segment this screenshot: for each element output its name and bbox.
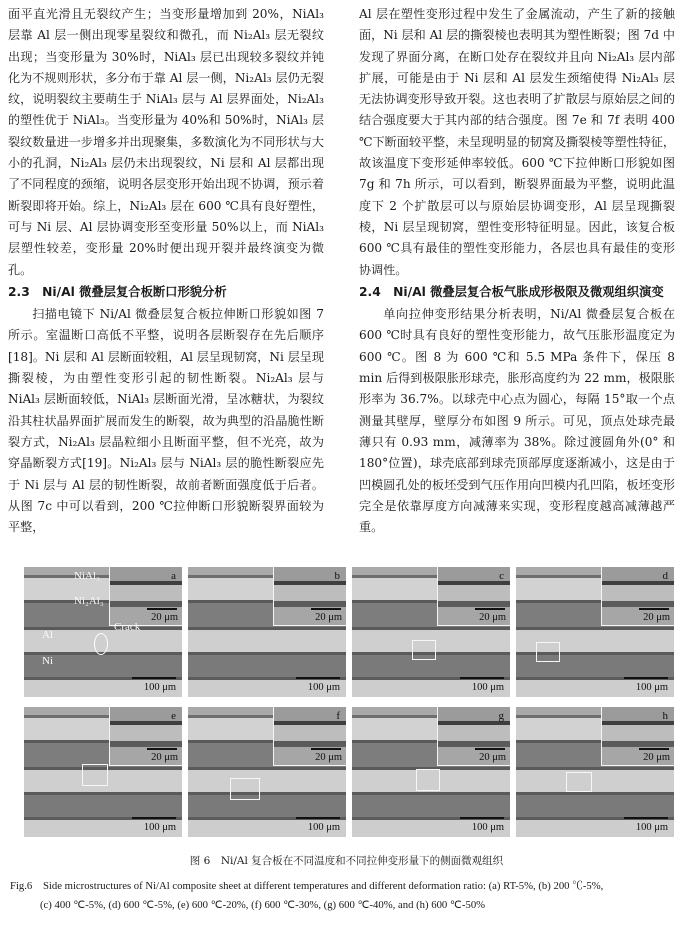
panel-letter: e (171, 710, 176, 722)
magnified-region-box (82, 764, 108, 786)
left-column (8, 4, 324, 538)
inset-scale-label: 20 μm (643, 752, 670, 763)
main-scale-bar (460, 677, 504, 679)
body-paragraph: 扫描电镜下 Ni/Al 微叠层复合板拉伸断口形貌如图 7 所示。室温断口高低不平整，说明各层断裂存在先后顺序[18]。Ni 层和 Al 层断面较粗，Al 层呈现韧窝，Ni 层呈现撕裂棱，为由塑性变形引起的韧性断裂。Ni₂Al₃ 层与 NiAl₃ 层断面较低，NiAl₃ 层断面光滑，呈冰糖状，为裂纹沿其柱状晶界面扩展而发生的断裂，故为典型的沿晶脆性断裂方式，Ni₂Al₃ 层晶粒细小且断面平整，但不光亮，故为穿晶断裂方式[19]。Ni₂Al₃ 层与 NiAl₃ 层的脆性断裂应先于 Ni 层与 Al 层的韧性断裂，故前者断面强度低于后者。从图 7c 中可以看到，200 ℃拉伸断口形貌断裂界面较为平整， (8, 307, 324, 535)
body-paragraph: 面平直光滑且无裂纹产生；当变形量增加到 20%，NiAl₃ 层靠 Al 层一侧出现零星裂纹和微孔，而 Ni₂Al₃ 层无裂纹出现；当变形量为 30%时，NiAl₃ 层已出现较多裂纹并钝化为不规则形状，多分布于靠 Al 层一侧，Ni₂Al₃ 层仍无裂纹，说明裂纹主要萌生于 NiAl₃ 层与 Al 层界面处，Ni₂Al₃ 的塑性优于 NiAl₃。当变形量为 40%和 50%时，NiAl₃ 层裂纹数量进一步增多并出现聚集，多数演化为不同形状与大小的孔洞，Ni₂Al₃ 层仍未出现裂纹，Ni 层和 Al 层都出现了不同程度的颈缩，说明各层变形开始出现不协调，预示着断裂即将开始。综上，Ni₂Al₃ 层在 600 ℃具有良好塑性，可与 Ni 层、Al 层协调变形至变形量 50%以上，而 NiAl₃ 层塑性较差，变形量 20%时便出现开裂并最终演变为微孔。 (8, 7, 324, 277)
layer-stripe (188, 795, 346, 817)
micrograph-panel-a (24, 567, 182, 697)
main-scale-label: 100 μm (471, 682, 504, 693)
inset-layer-stripe (602, 585, 674, 601)
figure-caption-en (10, 877, 680, 915)
micrograph-panel-c (352, 567, 510, 697)
inset-scale-label: 20 μm (643, 612, 670, 623)
magnified-region-box (412, 640, 436, 660)
body-paragraph: Al 层在塑性变形过程中发生了金属流动，产生了新的接触面，Ni 层和 Al 层的撕裂棱也表明其为塑性断裂；图 7d 中发现了界面分离，在断口处存在裂纹并且向 Ni₂Al₃ 层内部扩展，可能是由于 Ni 层和 Al 层发生颈缩使得 Ni₂Al₃ 层无法协调变形导致开裂。这也表明了扩散层与原始层之间的结合强度要大于其内部的结合强度。图 7e 和 7f 表明 400 ℃下断面较平整，未呈现明显的韧窝及撕裂棱等塑性特征，故该温度下变形延伸率较低。600 ℃下拉伸断口形貌如图 7g 和 7h 所示，可以看到，断裂界面最为平整，说明此温度下 2 个扩散层可以与原始层协调变形，Al 层呈现撕裂棱，Ni 层呈现韧窝，塑性变形特征明显。因此，该复合板 600 ℃具有最佳的塑性变形能力，各层也具有最佳的变形协调性。 (359, 7, 675, 277)
inset-scale-label: 20 μm (315, 752, 342, 763)
micrograph-panel-e (24, 707, 182, 837)
inset-scale-bar (311, 748, 341, 750)
panel-letter: c (499, 570, 504, 582)
micrograph-panel-f (188, 707, 346, 837)
inset-magnified-view (437, 707, 510, 766)
inset-scale-bar (311, 608, 341, 610)
inset-scale-bar (475, 748, 505, 750)
layer-stripe (24, 795, 182, 817)
main-scale-bar (624, 817, 668, 819)
main-scale-bar (296, 677, 340, 679)
inset-layer-stripe (602, 725, 674, 741)
inset-layer-stripe (274, 585, 346, 601)
inset-scale-label: 20 μm (479, 612, 506, 623)
inset-layer-stripe (110, 585, 182, 601)
inset-scale-bar (639, 748, 669, 750)
inset-layer-stripe (438, 585, 510, 601)
main-scale-label: 100 μm (635, 822, 668, 833)
layer-stripe (352, 795, 510, 817)
caption-en-line-2: (c) 400 ℃-5%, (d) 600 ℃-5%, (e) 600 ℃-20%, (f) 600 ℃-30%, (g) 600 ℃-40%, and (h) 600 ℃-50% (40, 899, 486, 911)
inset-magnified-view (109, 567, 182, 626)
label-nial3: NiAl₃ (74, 570, 100, 582)
main-scale-label: 100 μm (307, 822, 340, 833)
main-scale-bar (132, 677, 176, 679)
inset-magnified-view (273, 707, 346, 766)
inset-scale-bar (639, 608, 669, 610)
inset-layer-stripe (438, 725, 510, 741)
panel-letter: b (334, 570, 340, 582)
section-heading-2-3: 2.3 Ni/Al 微叠层复合板断口形貌分析 (8, 284, 227, 299)
inset-scale-label: 20 μm (315, 612, 342, 623)
magnified-region-box (536, 642, 560, 662)
inset-scale-bar (475, 608, 505, 610)
label-crack: Crack (114, 621, 141, 633)
section-heading-2-4: 2.4 Ni/Al 微叠层复合板气胀成形极限及微观组织演变 (359, 284, 664, 299)
caption-en-line-1: Fig.6 Side microstructures of Ni/Al composite sheet at different temperatures and different deformation ratio: (a) RT-5%, (b) 200 ℃-5%, (10, 880, 604, 892)
label-ni2al3: Ni₂Al₃ (74, 595, 104, 607)
inset-scale-label: 20 μm (151, 752, 178, 763)
layer-stripe (188, 770, 346, 792)
inset-scale-label: 20 μm (479, 752, 506, 763)
inset-magnified-view (601, 707, 674, 766)
micrograph-panel-h (516, 707, 674, 837)
inset-layer-stripe (274, 725, 346, 741)
main-scale-bar (460, 817, 504, 819)
figure-6-micrographs (22, 565, 671, 836)
main-scale-label: 100 μm (635, 682, 668, 693)
inset-layer-stripe (274, 707, 346, 721)
micrograph-panel-g (352, 707, 510, 837)
figure-caption-cn: 图 6 Ni/Al 复合板在不同温度和不同拉伸变形量下的侧面微观组织 (189, 855, 504, 867)
inset-magnified-view (109, 707, 182, 766)
micrograph-panel-b (188, 567, 346, 697)
main-scale-label: 100 μm (471, 822, 504, 833)
magnified-region-box (230, 778, 260, 800)
inset-scale-bar (147, 748, 177, 750)
magnified-region-box (566, 772, 592, 792)
inset-scale-bar (147, 608, 177, 610)
layer-stripe (516, 770, 674, 792)
micrograph-panel-d (516, 567, 674, 697)
main-scale-label: 100 μm (143, 822, 176, 833)
main-scale-bar (296, 817, 340, 819)
layer-stripe (188, 630, 346, 652)
magnified-region-box (416, 769, 440, 791)
crack-marker-circle (94, 633, 108, 655)
body-paragraph: 单向拉伸变形结果分析表明，Ni/Al 微叠层复合板在 600 ℃时具有良好的塑性变形能力，故气压胀形温度定为 600 ℃。图 8 为 600 ℃和 5.5 MPa 条件下，保压 8 min 后得到极限胀形球壳，胀形高度约为 22 mm，极限胀形率为 36.7%。以球壳中心点为圆心，每隔 15°取一个点测量其壁厚，壁厚分布如图 9 所示。可见，顶点处球壳最薄只有 0.93 mm，减薄率为 38%。除过渡圆角外(0° 和 180°位置)，球壳底部到球壳顶部厚度逐渐减小，这是由于凹模圆孔处的板坯受到气压作用向凹模内孔凹陷，板坯变形完全是依靠厚度方向减薄来实现，变形程度越高减薄越严重。 (359, 307, 675, 535)
inset-magnified-view (437, 567, 510, 626)
right-column (359, 4, 675, 538)
label-ni: Ni (42, 655, 53, 667)
panel-letter: a (171, 570, 176, 582)
panel-letter: g (498, 710, 504, 722)
main-scale-bar (624, 677, 668, 679)
inset-layer-stripe (110, 725, 182, 741)
panel-letter: d (662, 570, 668, 582)
inset-scale-label: 20 μm (151, 612, 178, 623)
label-al: Al (42, 629, 53, 641)
main-scale-label: 100 μm (307, 682, 340, 693)
layer-stripe (188, 655, 346, 677)
main-scale-label: 100 μm (143, 682, 176, 693)
inset-magnified-view (601, 567, 674, 626)
panel-letter: h (662, 710, 668, 722)
layer-stripe (516, 795, 674, 817)
inset-magnified-view (273, 567, 346, 626)
panel-letter: f (336, 710, 340, 722)
main-scale-bar (132, 817, 176, 819)
